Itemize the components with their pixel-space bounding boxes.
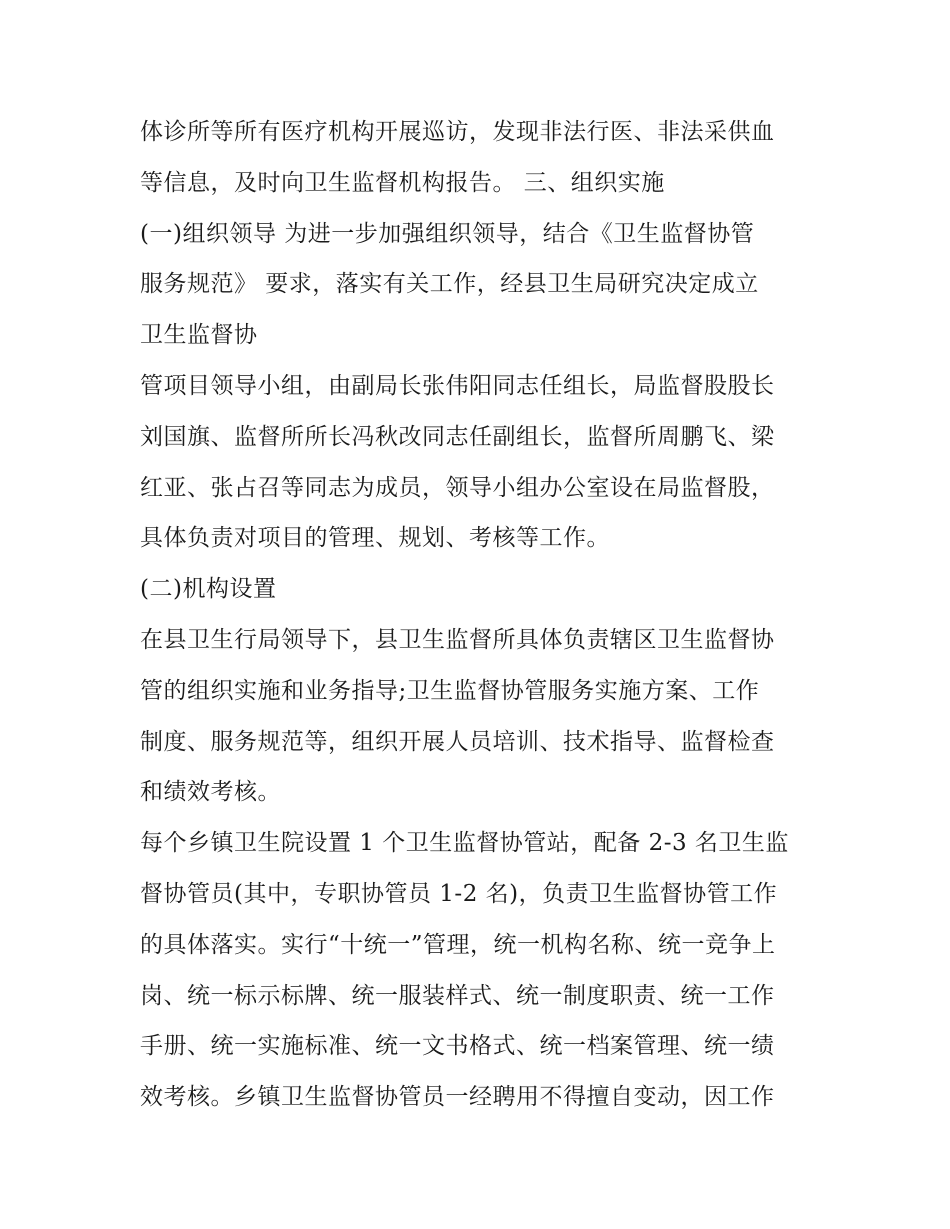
text-line: 具体负责对项目的管理、规划、考核等工作。 (140, 525, 610, 552)
text-line: 卫生监督协 (140, 322, 258, 349)
document-body (140, 107, 820, 1123)
text-line: 制度、服务规范等，组织开展人员培训、技术指导、监督检查 (140, 728, 775, 755)
text-line: 等信息，及时向卫生监督机构报告。 三、组织实施 (140, 169, 665, 196)
section-heading: (二)机构设置 (140, 576, 277, 603)
text-line: 管的组织实施和业务指导;卫生监督协管服务实施方案、工作 (140, 677, 760, 704)
text-line: 每个乡镇卫生院设置 1 个卫生监督协管站，配备 2-3 名卫生监 (140, 830, 789, 857)
text-line: (一)组织领导 为进一步加强组织领导，结合《卫生监督协管 (140, 220, 755, 247)
text-line: 效考核。乡镇卫生监督协管员一经聘用不得擅自变动，因工作 (140, 1084, 775, 1111)
text-line: 管项目领导小组，由副局长张伟阳同志任组长，局监督股股长 (140, 372, 775, 399)
text-line: 红亚、张占召等同志为成员，领导小组办公室设在局监督股， (140, 474, 775, 501)
text-line: 体诊所等所有医疗机构开展巡访，发现非法行医、非法采供血 (140, 119, 775, 145)
text-line: 刘国旗、监督所所长冯秋改同志任副组长，监督所周鹏飞、梁 (140, 423, 775, 450)
text-line: 服务规范》 要求，落实有关工作，经县卫生局研究决定成立 (140, 271, 759, 298)
text-line: 岗、统一标示标牌、统一服装样式、统一制度职责、统一工作 (140, 982, 775, 1009)
text-line: 和绩效考核。 (140, 779, 281, 806)
text-line: 手册、统一实施标准、统一文书格式、统一档案管理、统一绩 (140, 1033, 775, 1060)
text-line: 的具体落实。实行“十统一”管理，统一机构名称、统一竞争上 (140, 931, 776, 958)
text-line: 在县卫生行局领导下，县卫生监督所具体负责辖区卫生监督协 (140, 626, 775, 653)
text-line: 督协管员(其中，专职协管员 1-2 名)，负责卫生监督协管工作 (140, 880, 778, 907)
